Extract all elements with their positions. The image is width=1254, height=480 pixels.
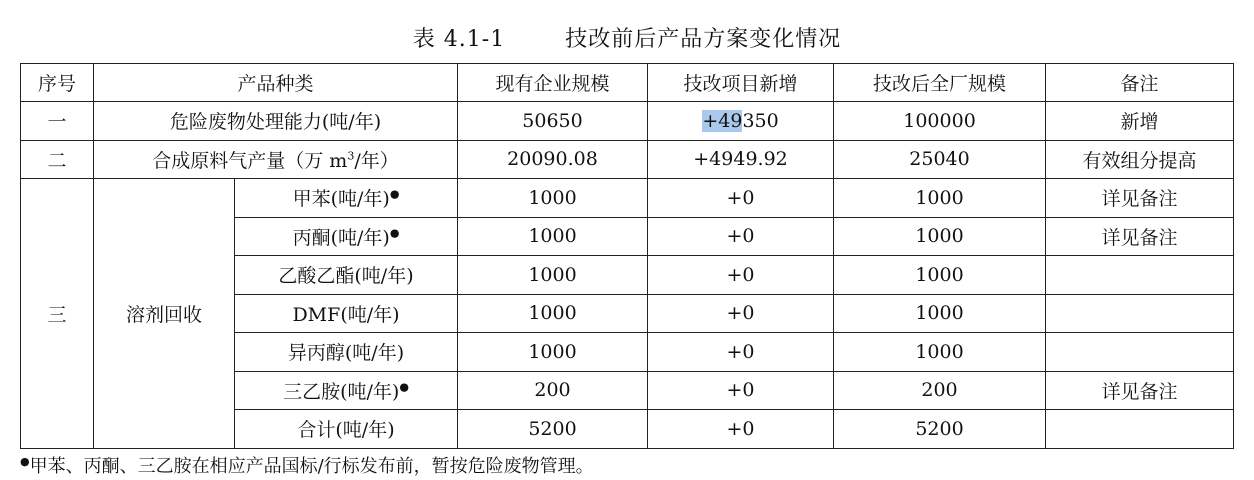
cell-group-label: 溶剂回收 [94,179,235,449]
footnote-mark: ● [399,380,409,394]
cell-seq: 三 [21,179,94,449]
cell-after: 25040 [834,140,1046,179]
cell-note: 有效组分提高 [1046,140,1234,179]
cell-after: 1000 [834,333,1046,372]
cell-current: 1000 [458,217,648,256]
cell-product: 危险废物处理能力(吨/年) [94,102,458,141]
header-added: 技改项目新增 [648,64,834,102]
cell-added: +0 [648,371,834,410]
cell-note: 详见备注 [1046,371,1234,410]
cell-product: DMF(吨/年) [235,294,458,333]
cell-after: 100000 [834,102,1046,141]
header-remarks: 备注 [1046,64,1234,102]
table-row [21,140,1234,179]
cell-current: 50650 [458,102,648,141]
cell-seq: 一 [21,102,94,141]
cell-current: 1000 [458,256,648,295]
header-seq: 序号 [21,64,94,102]
footnote-mark: ● [20,455,30,468]
cell-after: 5200 [834,410,1046,449]
cell-current: 1000 [458,333,648,372]
cell-added [648,102,834,141]
cell-note: 新增 [1046,102,1234,141]
cell-note [1046,256,1234,295]
selected-text-highlight: +49 [702,109,743,132]
cell-product: 三乙胺(吨/年)● [235,371,458,410]
cell-note: 详见备注 [1046,217,1234,256]
footnote-text: 甲苯、丙酮、三乙胺在相应产品国标/行标发布前，暂按危险废物管理。 [29,456,594,477]
cell-product: 乙酸乙酯(吨/年) [235,256,458,295]
footnote-mark: ● [389,187,400,201]
header-row [21,64,1234,102]
cell-added: +0 [648,179,834,218]
product-plan-table [20,63,1234,449]
cell-note: 详见备注 [1046,179,1234,218]
cell-after: 1000 [834,294,1046,333]
cell-after: 1000 [834,217,1046,256]
cell-product: 甲苯(吨/年)● [235,179,458,218]
cell-current: 1000 [458,179,648,218]
cell-current: 20090.08 [458,140,648,179]
cell-added: +0 [648,333,834,372]
cell-note [1046,410,1234,449]
cell-current: 200 [458,371,648,410]
cell-current: 5200 [458,410,648,449]
cell-added: +0 [648,256,834,295]
cell-note [1046,333,1234,372]
cell-seq: 二 [21,140,94,179]
header-product-type: 产品种类 [94,64,458,102]
cell-product: 异丙醇(吨/年) [235,333,458,372]
cell-added: +4949.92 [648,140,834,179]
cell-current: 1000 [458,294,648,333]
header-after-scale: 技改后全厂规模 [834,64,1046,102]
footnote-mark: ● [389,226,400,240]
table-row [21,179,1234,218]
cell-after: 200 [834,371,1046,410]
cell-after: 1000 [834,179,1046,218]
cell-added: +0 [648,217,834,256]
table-caption [0,22,1254,53]
table-row [21,102,1234,141]
table-title: 技改前后产品方案变化情况 [565,27,842,52]
cell-product: 丙酮(吨/年)● [235,217,458,256]
footnote [20,452,594,478]
added-rest: 350 [742,109,779,132]
table-number: 表 4.1-1 [412,27,506,52]
cell-after: 1000 [834,256,1046,295]
header-current-scale: 现有企业规模 [458,64,648,102]
cell-product: 合成原料气产量（万 $m^3/$年） [94,140,458,179]
cell-added: +0 [648,410,834,449]
cell-added: +0 [648,294,834,333]
cell-product: 合计(吨/年) [235,410,458,449]
cell-note [1046,294,1234,333]
